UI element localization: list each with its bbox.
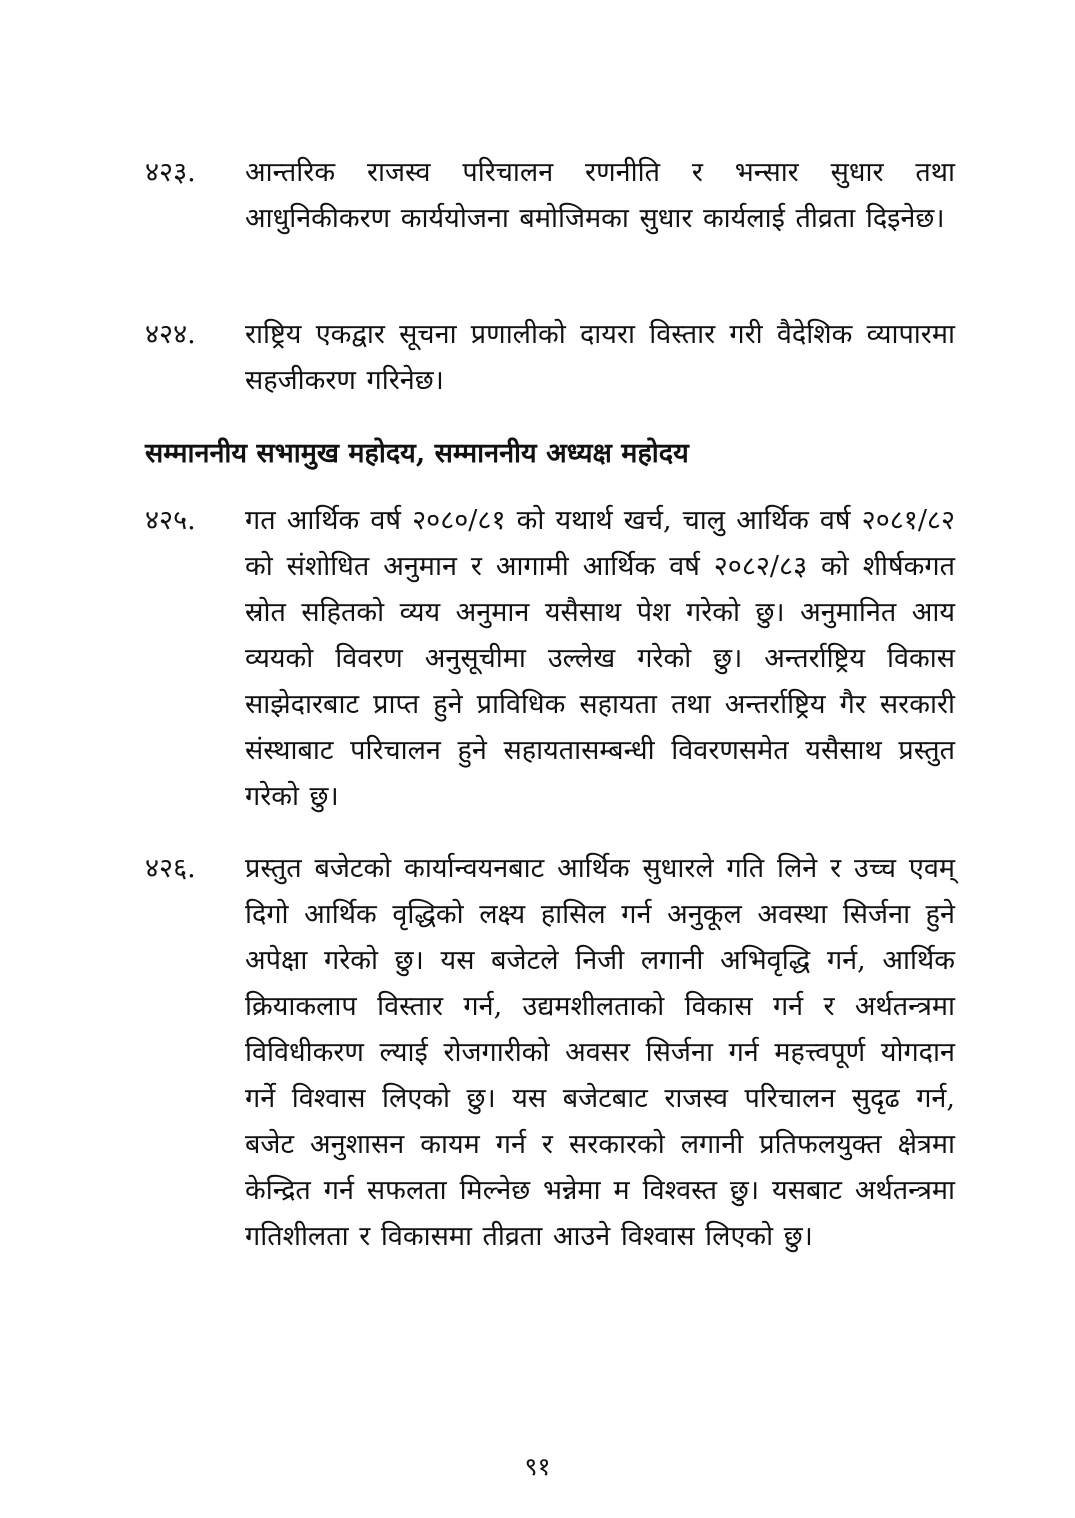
- paragraph-423: [145, 150, 955, 242]
- paragraph-text: राष्ट्रिय एकद्वार सूचना प्रणालीको दायरा विस्तार गरी वैदेशिक व्यापारमा सहजीकरण गरिनेछ।: [245, 319, 955, 396]
- page-number: ९१: [524, 1452, 551, 1481]
- paragraph-number: ४२६.: [145, 853, 196, 884]
- paragraph-426: [145, 846, 955, 1260]
- paragraph-text: आन्तरिक राजस्व परिचालन रणनीति र भन्सार सुधार तथा आधुनिकीकरण कार्ययोजना बमोजिमका सुधार कार्यलाई तीव्रता दिइनेछ।: [245, 157, 955, 234]
- paragraph-number: ४२५.: [145, 505, 196, 536]
- paragraph-number: ४२४.: [145, 319, 196, 350]
- paragraph-number: ४२३.: [145, 157, 196, 188]
- paragraph-text: प्रस्तुत बजेटको कार्यान्वयनबाट आर्थिक सुधारले गति लिने र उच्च एवम् दिगो आर्थिक वृद्धिको लक्ष्य हासिल गर्न अनुकूल अवस्था सिर्जना हुने अपेक्षा गरेको छु। यस बजेटले निजी लगानी अभिवृद्धि गर्न, आर्थिक क्रियाकलाप विस्तार गर्न, उद्यमशीलताको विकास गर्न र अर्थतन्त्रमा विविधीकरण ल्याई रोजगारीको अवसर सिर्जना गर्न महत्त्वपूर्ण योगदान गर्ने विश्वास लिएको छु। यस बजेटबाट राजस्व परिचालन सुदृढ गर्न, बजेट अनुशासन कायम गर्न र सरकारको लगानी प्रतिफलयुक्त क्षेत्रमा केन्द्रित गर्न सफलता मिल्नेछ भन्नेमा म विश्वस्त छु। यसबाट अर्थतन्त्रमा गतिशीलता र विकासमा तीव्रता आउने विश्वास लिएको छु।: [245, 853, 955, 1252]
- section-heading: सम्माननीय सभामुख महोदय, सम्माननीय अध्यक्ष महोदय: [145, 438, 689, 469]
- paragraph-424: [145, 312, 955, 404]
- paragraph-text: गत आर्थिक वर्ष २०८०/८१ को यथार्थ खर्च, चालु आर्थिक वर्ष २०८१/८२ को संशोधित अनुमान र आगामी आर्थिक वर्ष २०८२/८३ को शीर्षकगत स्रोत सहितको व्यय अनुमान यसैसाथ पेश गरेको छु। अनुमानित आय व्ययको विवरण अनुसूचीमा उल्लेख गरेको छु। अन्तर्राष्ट्रिय विकास साझेदारबाट प्राप्त हुने प्राविधिक सहायता तथा अन्तर्राष्ट्रिय गैर सरकारी संस्थाबाट परिचालन हुने सहायतासम्बन्धी विवरणसमेत यसैसाथ प्रस्तुत गरेको छु।: [245, 505, 955, 812]
- paragraph-425: [145, 498, 955, 820]
